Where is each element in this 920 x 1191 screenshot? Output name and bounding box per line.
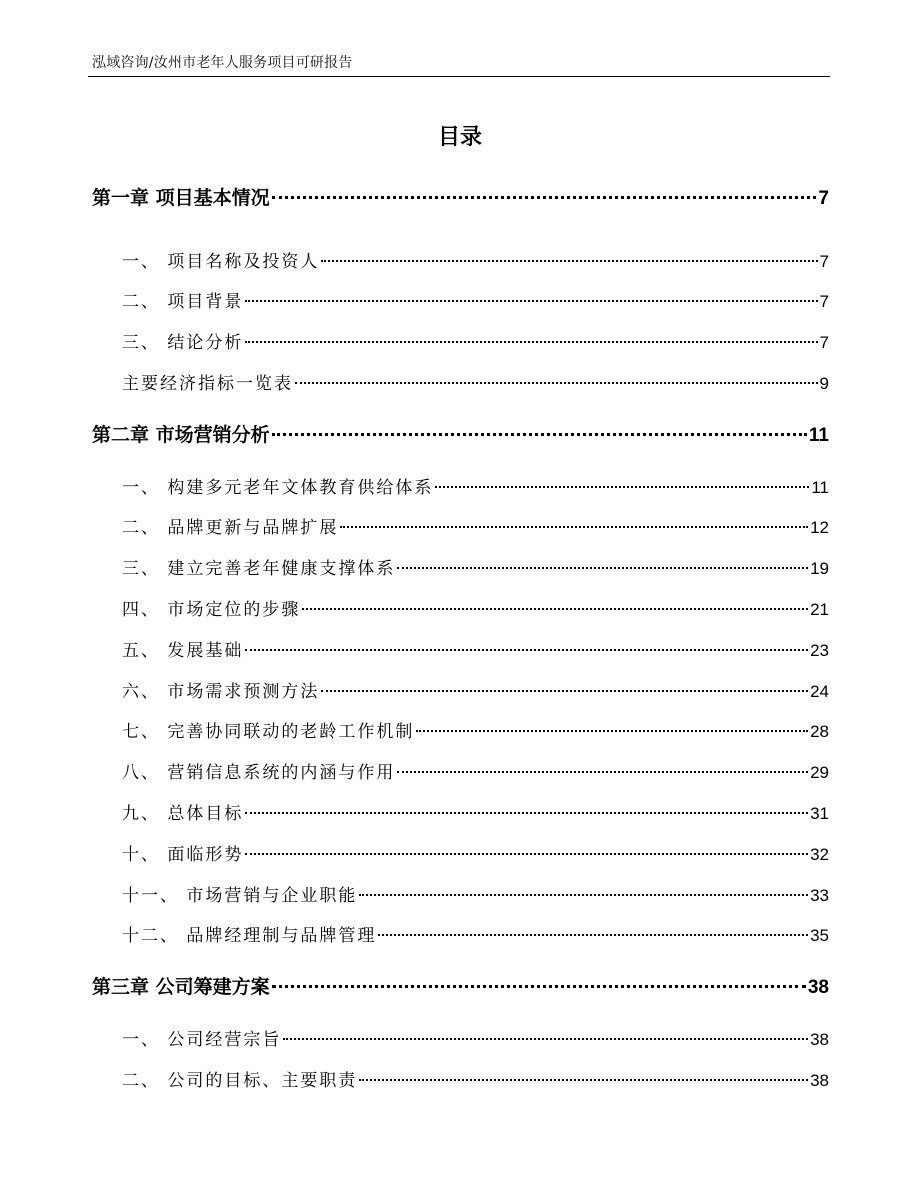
dot-leader <box>245 341 817 343</box>
toc-entry-page: 12 <box>810 518 829 537</box>
toc-title: 目录 <box>437 125 482 150</box>
toc-entry-page: 38 <box>807 977 829 998</box>
toc-entry-label: 一、 项目名称及投资人 <box>122 252 320 272</box>
toc-entry-label: 三、 建立完善老年健康支撑体系 <box>122 559 396 579</box>
dot-leader <box>359 894 808 896</box>
toc-entry-page: 19 <box>810 559 829 578</box>
toc-entry[interactable] <box>122 473 829 498</box>
toc-entry[interactable] <box>122 758 829 783</box>
toc-entry[interactable] <box>122 328 829 353</box>
toc-entry-label: 九、 总体目标 <box>122 804 244 824</box>
toc-entry-page: 24 <box>810 682 829 701</box>
toc-entry-page: 21 <box>810 600 829 619</box>
toc-entry-page: 7 <box>818 188 829 209</box>
toc-entry-label: 十二、 品牌经理制与品牌管理 <box>122 926 377 946</box>
toc-entry-page: 35 <box>810 926 829 945</box>
dot-leader <box>272 985 806 988</box>
toc-entry-page: 7 <box>819 333 829 352</box>
toc-entry[interactable] <box>122 717 829 742</box>
dot-leader <box>397 771 808 773</box>
toc-chapter-2[interactable] <box>92 420 829 447</box>
toc-entry-label: 十一、 市场营销与企业职能 <box>122 886 358 906</box>
toc-entry-label: 三、 结论分析 <box>122 333 244 353</box>
toc-entry-page: 11 <box>811 478 829 497</box>
toc-entry-label: 十、 面临形势 <box>122 845 244 865</box>
dot-leader <box>295 382 818 384</box>
toc-entry-page: 38 <box>810 1071 829 1090</box>
toc-entry-page: 9 <box>819 374 829 393</box>
toc-entry[interactable] <box>122 840 829 865</box>
toc-chapter-3[interactable] <box>92 972 829 999</box>
toc-entry-label: 主要经济指标一览表 <box>122 374 293 394</box>
toc-entry-label: 七、 完善协同联动的老龄工作机制 <box>122 722 415 742</box>
toc-entry[interactable] <box>122 513 829 538</box>
toc-entry[interactable] <box>122 677 829 702</box>
toc-chapter-1[interactable] <box>92 183 829 210</box>
toc-entry-label: 二、 项目背景 <box>122 292 244 312</box>
toc-entry-label: 八、 营销信息系统的内涵与作用 <box>122 763 396 783</box>
toc-entry-page: 23 <box>810 641 829 660</box>
dot-leader <box>416 730 808 732</box>
dot-leader <box>283 1038 808 1040</box>
toc-entry[interactable] <box>122 1025 829 1050</box>
toc-entry-page: 32 <box>810 845 829 864</box>
toc-entry-page: 38 <box>810 1030 829 1049</box>
toc-entry-page: 33 <box>810 886 829 905</box>
toc-entry-page: 7 <box>819 292 829 311</box>
toc-entry-label: 二、 品牌更新与品牌扩展 <box>122 518 339 538</box>
toc-entry-page: 31 <box>810 804 829 823</box>
toc-entry[interactable] <box>122 287 829 312</box>
toc-entry[interactable] <box>122 369 829 394</box>
toc-entry-label: 一、 公司经营宗旨 <box>122 1030 282 1050</box>
dot-leader <box>245 649 808 651</box>
toc-entry-label: 第一章 项目基本情况 <box>92 187 270 209</box>
dot-leader <box>340 526 808 528</box>
toc-entry[interactable] <box>122 636 829 661</box>
dot-leader <box>245 853 808 855</box>
toc-entry[interactable] <box>122 799 829 824</box>
toc-entry[interactable] <box>122 554 829 579</box>
toc-entry-page: 11 <box>808 425 829 446</box>
toc-entry-page: 29 <box>810 763 829 782</box>
toc-entry[interactable] <box>122 881 829 906</box>
dot-leader <box>245 300 817 302</box>
toc-entry[interactable] <box>122 595 829 620</box>
dot-leader <box>378 934 808 936</box>
toc-entry-label: 一、 构建多元老年文体教育供给体系 <box>122 478 434 498</box>
dot-leader <box>397 567 808 569</box>
dot-leader <box>272 196 817 199</box>
dot-leader <box>302 608 808 610</box>
dot-leader <box>321 690 808 692</box>
page-header: 泓域咨询/汝州市老年人服务项目可研报告 <box>92 55 353 71</box>
dot-leader <box>272 433 807 436</box>
toc-entry-label: 第二章 市场营销分析 <box>92 424 270 446</box>
dot-leader <box>321 260 817 262</box>
toc-entry-page: 7 <box>819 252 829 271</box>
toc-entry-label: 四、 市场定位的步骤 <box>122 600 301 620</box>
dot-leader <box>359 1079 808 1081</box>
dot-leader <box>435 486 809 488</box>
toc-entry-label: 第三章 公司筹建方案 <box>92 976 270 998</box>
toc-entry-label: 五、 发展基础 <box>122 641 244 661</box>
toc-entry[interactable] <box>122 921 829 946</box>
toc-entry[interactable] <box>122 1066 829 1091</box>
toc-entry-label: 二、 公司的目标、主要职责 <box>122 1071 358 1091</box>
header-rule <box>88 76 830 77</box>
toc-entry-page: 28 <box>810 722 829 741</box>
dot-leader <box>245 812 808 814</box>
toc-entry[interactable] <box>122 247 829 272</box>
toc-entry-label: 六、 市场需求预测方法 <box>122 682 320 702</box>
